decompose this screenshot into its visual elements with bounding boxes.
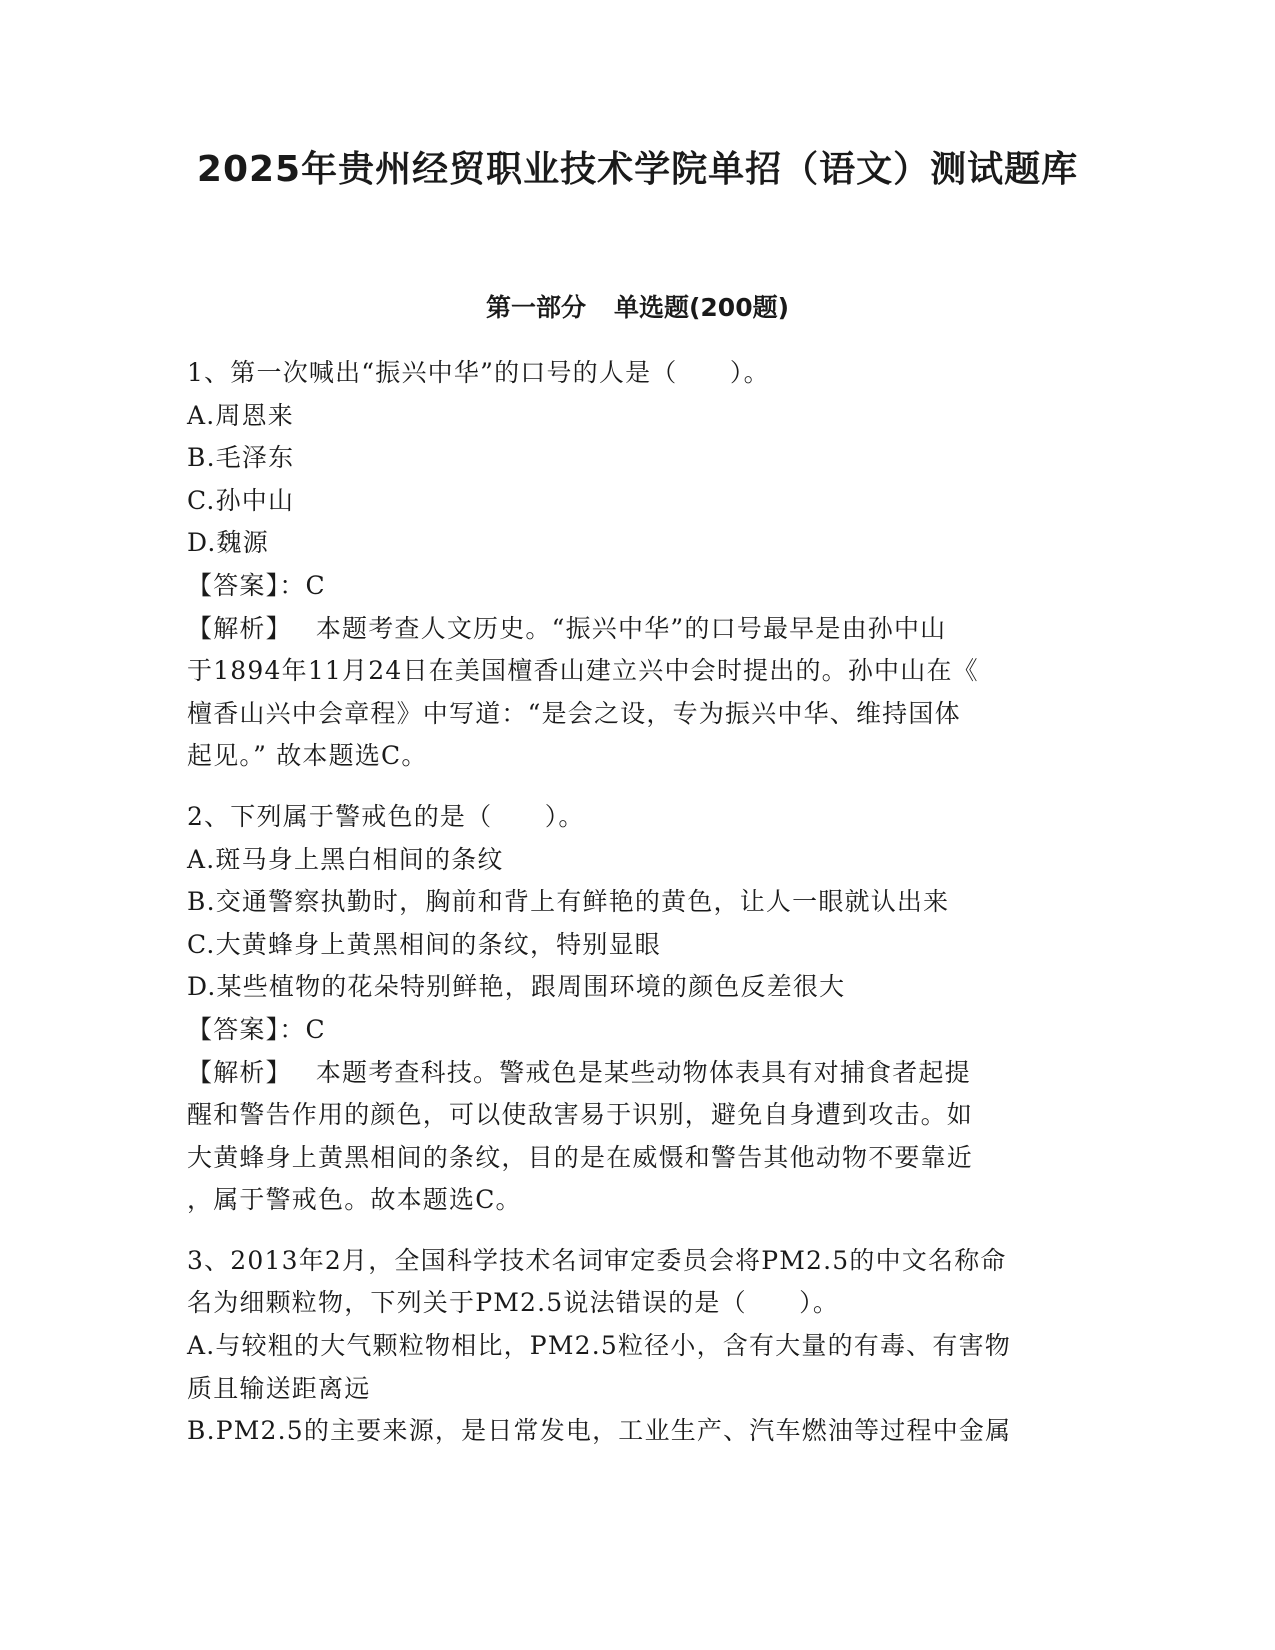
answer-label: 【答案】 <box>187 570 280 600</box>
analysis-text: 于1894年11月24日在美国檀香山建立兴中会时提出的。孙中山在《 <box>187 656 979 686</box>
analysis-text: 醒和警告作用的颜色，可以使敌害易于识别，避免自身遭到攻击。如 <box>187 1100 974 1130</box>
answer-label: 【答案】 <box>187 1014 280 1044</box>
option-a: A.斑马身上黑白相间的条纹 <box>187 844 504 874</box>
analysis-text: 大黄蜂身上黄黑相间的条纹，目的是在威慑和警告其他动物不要靠近 <box>187 1142 974 1172</box>
option-b: B.交通警察执勤时，胸前和背上有鲜艳的黄色，让人一眼就认出来 <box>187 887 950 917</box>
option-c: C.孙中山 <box>187 485 295 515</box>
option-b: B.毛泽东 <box>187 443 295 473</box>
answer-line <box>187 565 1087 608</box>
option-a-continued: 质且输送距离远 <box>187 1373 371 1403</box>
question-stem: 名为细颗粒物，下列关于PM2.5说法错误的是（ ）。 <box>187 1288 840 1318</box>
answer-separator: ： <box>279 1014 306 1044</box>
answer-value: C <box>305 1014 326 1044</box>
analysis-line <box>187 608 1087 651</box>
section-heading <box>0 290 1275 326</box>
section-part: 第一部分 <box>485 293 586 322</box>
analysis-label: 【解析】 <box>187 613 292 643</box>
section-name: 单选题(200题) <box>613 293 790 322</box>
option-d: D.某些植物的花朵特别鲜艳，跟周围环境的颜色反差很大 <box>187 972 846 1002</box>
option-c: C.大黄蜂身上黄黑相间的条纹，特别显眼 <box>187 929 661 959</box>
option-a: A.与较粗的大气颗粒物相比，PM2.5粒径小，含有大量的有毒、有害物 <box>187 1331 1011 1361</box>
option-b: B.PM2.5的主要来源，是日常发电，工业生产、汽车燃油等过程中金属 <box>187 1416 1012 1446</box>
answer-value: C <box>305 570 326 600</box>
analysis-text: ，属于警戒色。故本题选C。 <box>187 1185 522 1215</box>
question-3 <box>187 1240 1087 1453</box>
answer-line <box>187 1009 1087 1052</box>
analysis-text: 起见。” 故本题选C。 <box>187 741 428 771</box>
analysis-text: 本题考查科技。警戒色是某些动物体表具有对捕食者起提 <box>315 1057 971 1087</box>
question-1 <box>187 352 1087 778</box>
option-a: A.周恩来 <box>187 400 295 430</box>
analysis-label: 【解析】 <box>187 1057 292 1087</box>
analysis-text: 檀香山兴中会章程》中写道：“是会之设，专为振兴中华、维持国体 <box>187 698 961 728</box>
question-stem: 1、第一次喊出“振兴中华”的口号的人是（ ）。 <box>187 358 770 387</box>
analysis-text: 本题考查人文历史。“振兴中华”的口号最早是由孙中山 <box>315 613 947 643</box>
question-list <box>187 352 1087 1453</box>
question-stem: 3、2013年2月，全国科学技术名词审定委员会将PM2.5的中文名称命 <box>187 1245 1007 1275</box>
document-title: 2025年贵州经贸职业技术学院单招（语文）测试题库 <box>196 149 1079 190</box>
question-stem: 2、下列属于警戒色的是（ ）。 <box>187 801 585 831</box>
analysis-line <box>187 1052 1087 1095</box>
answer-separator: ： <box>279 570 306 600</box>
question-2 <box>187 796 1087 1222</box>
option-d: D.魏源 <box>187 528 269 558</box>
